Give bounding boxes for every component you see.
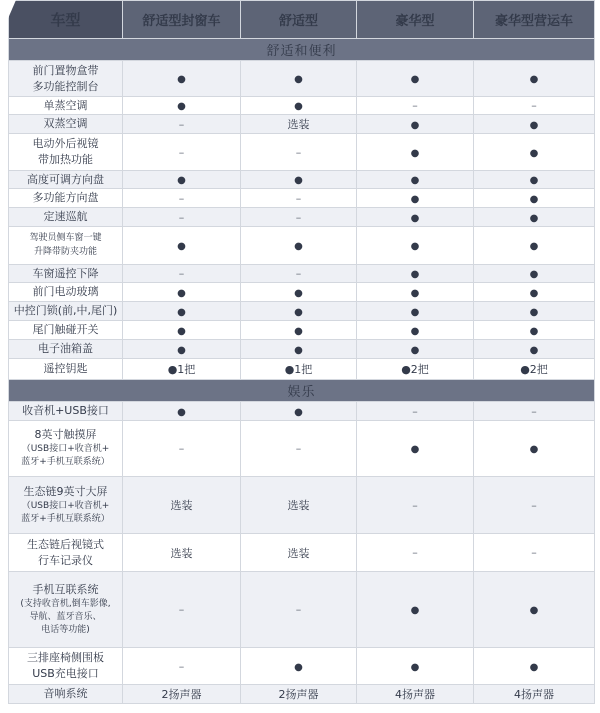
- feature-line: 音响系统: [43, 687, 88, 701]
- feature-value: [123, 302, 241, 321]
- feature-row: [9, 477, 595, 534]
- standard-dot-icon: ●: [529, 241, 539, 252]
- standard-dot-icon: ●: [294, 344, 303, 356]
- feature-line: USB充电接口: [32, 667, 99, 680]
- feature-value: [241, 189, 357, 208]
- feature-value: [474, 227, 595, 265]
- standard-dot-icon: ●: [529, 661, 539, 673]
- feature-name: [9, 340, 123, 359]
- feature-value: [474, 97, 595, 115]
- feature-value: [123, 61, 241, 97]
- feature-row: [9, 572, 595, 648]
- standard-dot-icon: ●: [177, 241, 186, 252]
- feature-line: 带加热功能: [38, 153, 93, 166]
- standard-dot-icon: ●: [410, 193, 420, 205]
- feature-value: [357, 227, 474, 265]
- feature-name: [9, 189, 123, 208]
- value-text: 选装: [287, 499, 310, 512]
- feature-value: [123, 97, 241, 115]
- standard-dot-icon: ●: [410, 212, 420, 224]
- feature-value: [123, 321, 241, 340]
- feature-value: [357, 283, 474, 302]
- feature-row: [9, 421, 595, 477]
- standard-dot-icon: ●: [177, 306, 186, 318]
- not-available-dash: –: [295, 603, 302, 616]
- feature-row: [9, 97, 595, 115]
- standard-dot-icon: ●: [410, 306, 420, 318]
- header-luxury-commercial: 豪华型营运车: [474, 1, 595, 39]
- feature-value: [123, 115, 241, 134]
- not-available-dash: –: [178, 191, 185, 205]
- feature-name: [9, 97, 123, 115]
- feature-row: [9, 402, 595, 421]
- value-text: ●1把: [284, 363, 313, 376]
- feature-name: [9, 227, 123, 265]
- value-text: ●2把: [520, 363, 548, 376]
- not-available-dash: –: [178, 145, 185, 159]
- feature-value: [241, 534, 357, 572]
- standard-dot-icon: ●: [529, 306, 539, 318]
- feature-line: 收音机+USB接口: [22, 404, 109, 418]
- standard-dot-icon: ●: [294, 101, 303, 112]
- feature-value: [474, 340, 595, 359]
- feature-line: 电子油箱盖: [38, 342, 93, 356]
- feature-value: [474, 302, 595, 321]
- feature-value: [123, 208, 241, 227]
- value-text: 选装: [170, 499, 193, 512]
- feature-value: [123, 685, 241, 704]
- value-text: 4扬声器: [395, 688, 435, 701]
- feature-row: [9, 340, 595, 359]
- feature-line: 手机互联系统: [32, 582, 99, 596]
- standard-dot-icon: ●: [410, 147, 420, 159]
- feature-row: [9, 227, 595, 265]
- feature-value: [357, 685, 474, 704]
- standard-dot-icon: ●: [410, 661, 420, 673]
- feature-line: 电动外后视镜: [32, 137, 99, 151]
- feature-value: [123, 283, 241, 302]
- standard-dot-icon: ●: [410, 444, 420, 455]
- standard-dot-icon: ●: [529, 147, 539, 159]
- feature-value: [357, 171, 474, 189]
- feature-line: 蓝牙+手机互联系统）: [21, 513, 110, 524]
- feature-name: [9, 283, 123, 302]
- feature-name: [9, 265, 123, 283]
- feature-name: [9, 321, 123, 340]
- feature-name: [9, 171, 123, 189]
- feature-value: [474, 171, 595, 189]
- standard-dot-icon: ●: [294, 241, 303, 252]
- feature-value: [474, 648, 595, 685]
- feature-line: 中控门锁(前,中,尾门): [13, 304, 118, 318]
- standard-dot-icon: ●: [410, 269, 420, 280]
- not-available-dash: –: [178, 603, 185, 616]
- standard-dot-icon: ●: [177, 406, 186, 418]
- feature-row: [9, 302, 595, 321]
- feature-value: [357, 115, 474, 134]
- feature-line: （USB接口+收音机+: [21, 500, 110, 511]
- standard-dot-icon: ●: [177, 175, 186, 186]
- not-available-dash: –: [295, 191, 302, 205]
- feature-row: [9, 134, 595, 171]
- feature-line: 蓝牙+手机互联系统）: [21, 457, 110, 468]
- feature-line: 驾驶员侧车窗一键: [29, 233, 102, 244]
- standard-dot-icon: ●: [294, 74, 303, 85]
- feature-line: 多功能控制台: [32, 79, 99, 93]
- feature-value: [357, 134, 474, 171]
- feature-row: [9, 534, 595, 572]
- standard-dot-icon: ●: [177, 344, 186, 356]
- feature-line: 生态链后视镜式: [27, 537, 104, 551]
- standard-dot-icon: ●: [177, 74, 186, 85]
- standard-dot-icon: ●: [410, 344, 420, 356]
- feature-value: [241, 115, 357, 134]
- standard-dot-icon: ●: [529, 325, 539, 337]
- feature-value: [241, 302, 357, 321]
- not-available-dash: –: [412, 546, 418, 559]
- feature-value: [241, 359, 357, 380]
- feature-value: [474, 208, 595, 227]
- feature-line: 双蒸空调: [43, 117, 88, 131]
- standard-dot-icon: ●: [410, 74, 420, 85]
- feature-value: [241, 421, 357, 477]
- value-text: ●2把: [401, 363, 429, 376]
- feature-value: [357, 302, 474, 321]
- standard-dot-icon: ●: [294, 287, 303, 299]
- feature-value: [123, 648, 241, 685]
- feature-value: [123, 265, 241, 283]
- feature-name: [9, 359, 123, 380]
- not-available-dash: –: [531, 546, 537, 559]
- standard-dot-icon: ●: [410, 119, 420, 131]
- section-row: [9, 380, 595, 402]
- feature-line: 车窗遥控下降: [32, 266, 99, 280]
- standard-dot-icon: ●: [529, 269, 539, 280]
- standard-dot-icon: ●: [529, 74, 539, 85]
- feature-value: [123, 189, 241, 208]
- feature-value: [123, 421, 241, 477]
- not-available-dash: –: [295, 442, 302, 455]
- standard-dot-icon: ●: [294, 325, 303, 337]
- standard-dot-icon: ●: [294, 175, 303, 186]
- feature-value: [241, 227, 357, 265]
- feature-row: [9, 265, 595, 283]
- feature-value: [357, 208, 474, 227]
- feature-value: [241, 685, 357, 704]
- feature-value: [474, 115, 595, 134]
- feature-line: 升降带防夹功能: [33, 246, 97, 257]
- feature-value: [357, 477, 474, 534]
- standard-dot-icon: ●: [410, 175, 420, 186]
- feature-row: [9, 208, 595, 227]
- feature-row: [9, 359, 595, 380]
- header-comfort-closed-window: 舒适型封窗车: [123, 1, 241, 39]
- spec-table: [8, 0, 595, 704]
- standard-dot-icon: ●: [410, 325, 420, 337]
- feature-value: [357, 321, 474, 340]
- feature-line: 三排座椅侧围板: [27, 651, 104, 665]
- standard-dot-icon: ●: [529, 119, 539, 131]
- feature-line: 遥控钥匙: [43, 362, 88, 376]
- feature-value: [357, 402, 474, 421]
- feature-name: [9, 134, 123, 171]
- standard-dot-icon: ●: [529, 344, 539, 356]
- feature-value: [241, 208, 357, 227]
- standard-dot-icon: ●: [294, 661, 303, 673]
- spec-body: [9, 39, 595, 704]
- not-available-dash: –: [295, 145, 302, 159]
- feature-row: [9, 189, 595, 208]
- feature-value: [474, 477, 595, 534]
- feature-name: [9, 648, 123, 685]
- feature-value: [241, 572, 357, 648]
- standard-dot-icon: ●: [294, 406, 303, 418]
- feature-value: [241, 402, 357, 421]
- feature-name: [9, 402, 123, 421]
- feature-value: [241, 283, 357, 302]
- feature-name: [9, 685, 123, 704]
- feature-line: 高度可调方向盘: [27, 172, 104, 186]
- not-available-dash: –: [295, 210, 302, 224]
- feature-value: [241, 171, 357, 189]
- feature-value: [241, 321, 357, 340]
- header-luxury: 豪华型: [357, 1, 474, 39]
- value-text: 4扬声器: [514, 688, 554, 701]
- feature-row: [9, 61, 595, 97]
- standard-dot-icon: ●: [410, 605, 420, 616]
- feature-value: [123, 227, 241, 265]
- not-available-dash: –: [178, 117, 185, 131]
- header-model: 车型: [9, 1, 123, 39]
- standard-dot-icon: ●: [410, 287, 420, 299]
- standard-dot-icon: ●: [529, 605, 539, 616]
- feature-value: [474, 402, 595, 421]
- feature-name: [9, 477, 123, 534]
- feature-line: 8英寸触摸屏: [34, 428, 97, 442]
- feature-value: [357, 648, 474, 685]
- standard-dot-icon: ●: [529, 193, 539, 205]
- feature-line: 电话等功能): [41, 624, 90, 635]
- feature-line: 行车记录仪: [38, 553, 93, 567]
- feature-name: [9, 421, 123, 477]
- feature-line: 导航、蓝牙音乐、: [29, 611, 102, 622]
- feature-value: [241, 340, 357, 359]
- standard-dot-icon: ●: [529, 444, 539, 455]
- feature-row: [9, 171, 595, 189]
- feature-value: [357, 572, 474, 648]
- feature-value: [123, 359, 241, 380]
- feature-value: [241, 134, 357, 171]
- value-text: 2扬声器: [278, 688, 319, 701]
- feature-name: [9, 534, 123, 572]
- value-text: 选装: [170, 546, 193, 560]
- header-row: [9, 1, 595, 39]
- feature-line: 单蒸空调: [43, 98, 88, 112]
- feature-value: [123, 477, 241, 534]
- header-comfort: 舒适型: [241, 1, 357, 39]
- feature-line: 多功能方向盘: [32, 191, 99, 205]
- feature-row: [9, 283, 595, 302]
- not-available-dash: –: [412, 404, 418, 418]
- feature-value: [241, 61, 357, 97]
- feature-value: [241, 97, 357, 115]
- value-text: 选装: [287, 118, 310, 131]
- feature-value: [241, 265, 357, 283]
- standard-dot-icon: ●: [177, 325, 186, 337]
- feature-line: (支持收音机,倒车影像,: [20, 598, 111, 609]
- feature-value: [241, 477, 357, 534]
- feature-value: [474, 283, 595, 302]
- feature-line: 前门置物盒带: [32, 63, 99, 77]
- feature-value: [357, 61, 474, 97]
- feature-value: [123, 534, 241, 572]
- feature-row: [9, 648, 595, 685]
- feature-value: [474, 421, 595, 477]
- not-available-dash: –: [178, 267, 185, 280]
- value-text: 2扬声器: [161, 688, 202, 701]
- feature-line: 生态链9英寸大屏: [23, 484, 108, 498]
- feature-value: [123, 402, 241, 421]
- feature-value: [123, 171, 241, 189]
- feature-value: [474, 61, 595, 97]
- feature-value: [474, 134, 595, 171]
- not-available-dash: –: [178, 442, 185, 455]
- section-title: 娱乐: [9, 380, 595, 402]
- feature-row: [9, 321, 595, 340]
- feature-value: [357, 189, 474, 208]
- feature-name: [9, 115, 123, 134]
- feature-value: [474, 685, 595, 704]
- standard-dot-icon: ●: [177, 101, 186, 112]
- not-available-dash: –: [412, 498, 418, 512]
- feature-line: 定速巡航: [43, 210, 88, 224]
- feature-value: [474, 189, 595, 208]
- feature-value: [357, 359, 474, 380]
- not-available-dash: –: [295, 267, 302, 280]
- not-available-dash: –: [178, 210, 185, 224]
- feature-value: [474, 321, 595, 340]
- feature-value: [474, 359, 595, 380]
- feature-value: [241, 648, 357, 685]
- section-row: [9, 39, 595, 61]
- standard-dot-icon: ●: [529, 287, 539, 299]
- feature-value: [474, 572, 595, 648]
- feature-value: [357, 534, 474, 572]
- feature-row: [9, 115, 595, 134]
- feature-name: [9, 572, 123, 648]
- value-text: 选装: [287, 546, 310, 560]
- feature-row: [9, 685, 595, 704]
- feature-value: [123, 572, 241, 648]
- feature-line: 尾门触碰开关: [32, 323, 99, 337]
- not-available-dash: –: [178, 659, 185, 673]
- feature-value: [357, 265, 474, 283]
- feature-value: [123, 134, 241, 171]
- not-available-dash: –: [531, 99, 537, 112]
- section-title: 舒适和便利: [9, 39, 595, 61]
- standard-dot-icon: ●: [529, 175, 539, 186]
- feature-name: [9, 302, 123, 321]
- not-available-dash: –: [412, 99, 418, 112]
- feature-name: [9, 208, 123, 227]
- feature-line: 前门电动玻璃: [32, 285, 99, 299]
- standard-dot-icon: ●: [529, 212, 539, 224]
- not-available-dash: –: [531, 498, 537, 512]
- feature-value: [123, 340, 241, 359]
- standard-dot-icon: ●: [294, 306, 303, 318]
- feature-value: [474, 534, 595, 572]
- standard-dot-icon: ●: [177, 287, 186, 299]
- feature-value: [357, 421, 474, 477]
- feature-value: [357, 340, 474, 359]
- feature-name: [9, 61, 123, 97]
- feature-line: （USB接口+收音机+: [21, 444, 110, 455]
- value-text: ●1把: [167, 363, 196, 376]
- standard-dot-icon: ●: [410, 241, 420, 252]
- not-available-dash: –: [531, 404, 537, 418]
- feature-value: [357, 97, 474, 115]
- feature-value: [474, 265, 595, 283]
